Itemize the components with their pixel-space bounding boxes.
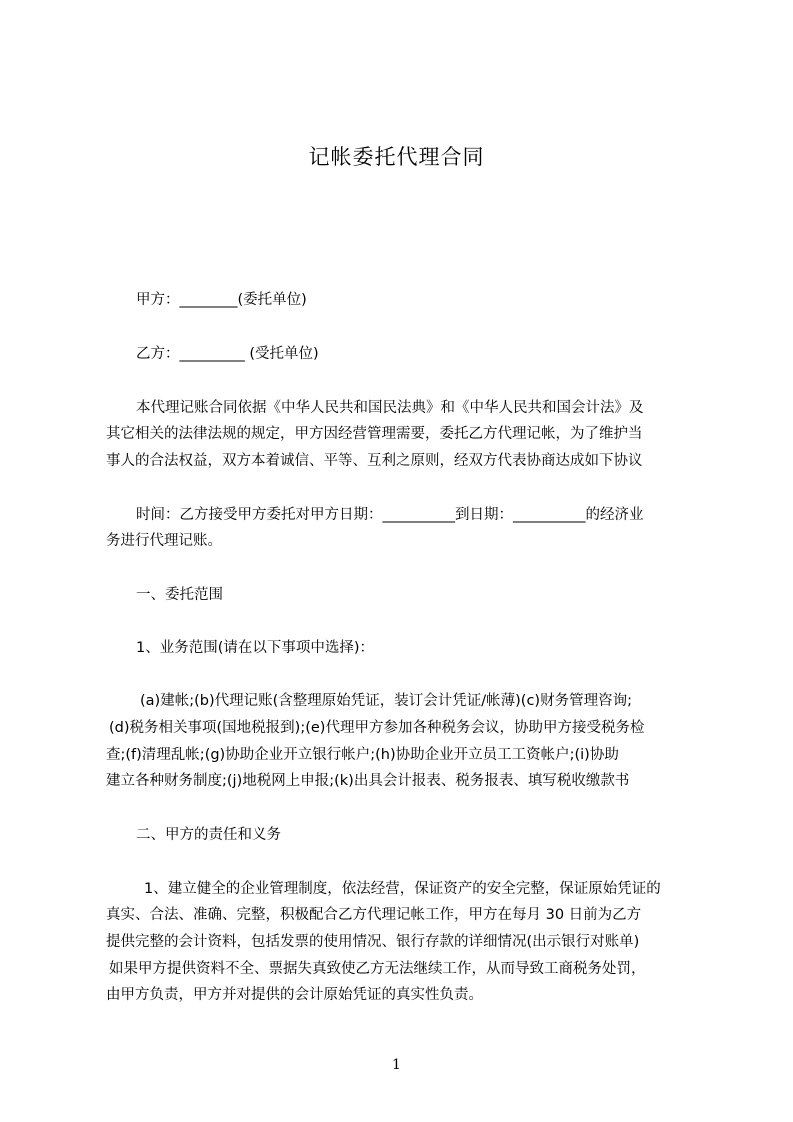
scope-line: 查;(f)清理乱帐;(g)协助企业开立银行帐户;(h)协助企业开立员工工资帐户;(i)协助 [106, 747, 619, 763]
scope-line: 建立各种财务制度;(j)地税网上申报;(k)出具会计报表、税务报表、填写税收缴款书 [106, 773, 630, 789]
period-line: 务进行代理记账。 [106, 533, 222, 549]
period-line: 时间：乙方接受甲方委托对甲方日期：__________到日期：__________的经济业 [136, 507, 644, 523]
section-heading: 一、委托范围 [136, 587, 223, 603]
intro-line: 事人的合法权益，双方本着诚信、平等、互利之原则，经双方代表协商达成如下协议 [106, 453, 643, 469]
section-item: 1、业务范围(请在以下事项中选择)： [136, 640, 375, 656]
page-number: 1 [392, 1057, 401, 1073]
responsibility-line: 提供完整的会计资料，包括发票的使用情况、银行存款的详细情况(出示银行对账单) [106, 934, 640, 950]
document-title: 记帐委托代理合同 [308, 145, 485, 169]
intro-line: 本代理记账合同依据《中华人民共和国民法典》和《中华人民共和国会计法》及 [136, 400, 644, 416]
party-a-line: 甲方：________(委托单位) [136, 292, 307, 308]
responsibility-line: 由甲方负责，甲方并对提供的会计原始凭证的真实性负责。 [106, 987, 483, 1003]
intro-line: 其它相关的法律法规的规定，甲方因经营管理需要，委托乙方代理记帐，为了维护当 [106, 426, 643, 442]
responsibility-line: 真实、合法、准确、完整，积极配合乙方代理记帐工作，甲方在每月 30 日前为乙方 [106, 907, 642, 923]
responsibility-line: 如果甲方提供资料不全、票据失真致使乙方无法继续工作，从而导致工商税务处罚， [109, 961, 646, 977]
party-b-line: 乙方：_________ (受托单位) [136, 346, 319, 362]
scope-line: (d)税务相关事项(国地税报到);(e)代理甲方参加各种税务会议，协助甲方接受税务检 [109, 720, 645, 736]
responsibility-line: 1、建立健全的企业管理制度，依法经营，保证资产的安全完整，保证原始凭证的 [144, 881, 661, 897]
scope-line: (a)建帐;(b)代理记账(含整理原始凭证，装订会计凭证/帐薄)(c)财务管理咨询; [140, 693, 632, 709]
section-heading: 二、甲方的责任和义务 [136, 827, 281, 843]
